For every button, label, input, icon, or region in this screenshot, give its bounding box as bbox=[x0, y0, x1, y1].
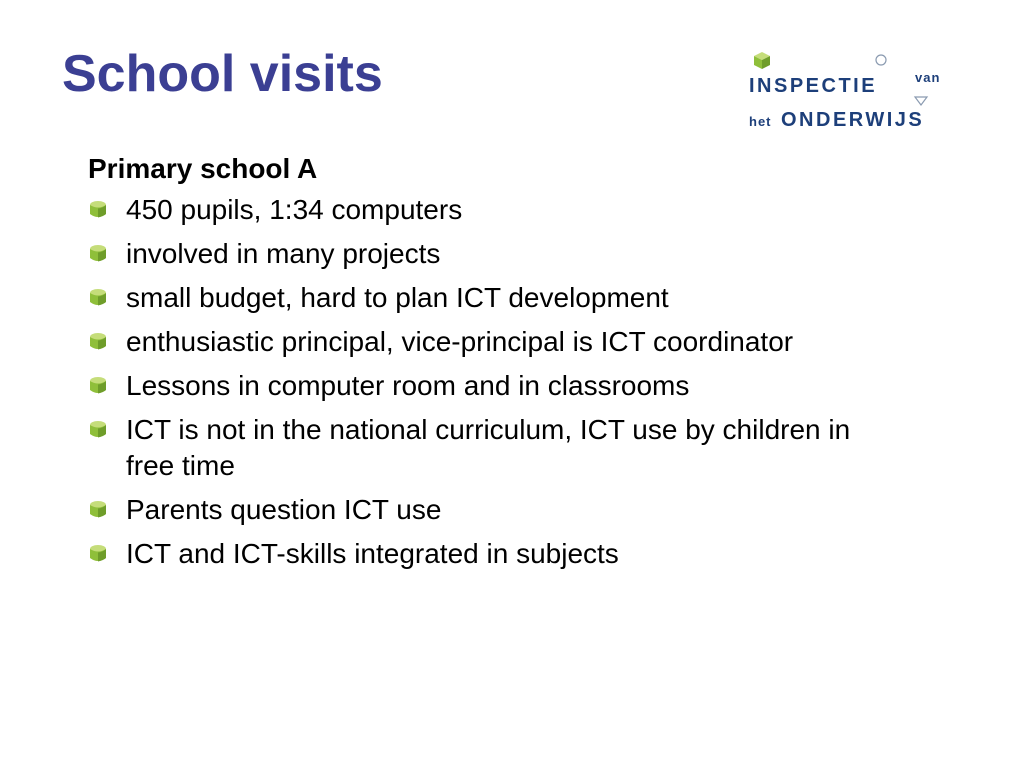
bullet-item bbox=[88, 236, 886, 272]
logo-line2-main: ONDERWIJS bbox=[781, 109, 925, 131]
logo-line2-small: het bbox=[749, 114, 772, 129]
circle-mark-icon bbox=[876, 55, 886, 65]
bullet-text: Parents question ICT use bbox=[126, 494, 442, 525]
bullet-item bbox=[88, 368, 886, 404]
green-cube-icon bbox=[754, 52, 770, 69]
green-cube-bullet-icon bbox=[88, 420, 108, 440]
bullet-text: ICT is not in the national curriculum, ICT use by children in free time bbox=[126, 414, 851, 481]
bullet-item bbox=[88, 412, 886, 484]
logo-line1-main: INSPECTIE bbox=[749, 75, 878, 97]
bullet-text: 450 pupils, 1:34 computers bbox=[126, 194, 463, 225]
inspectie-logo bbox=[745, 50, 960, 134]
bullet-text: enthusiastic principal, vice-principal is ICT coordinator bbox=[126, 326, 794, 357]
page-title: School visits bbox=[62, 45, 383, 103]
bullet-item bbox=[88, 280, 886, 316]
bullet-text: involved in many projects bbox=[126, 238, 441, 269]
bullet-list bbox=[88, 192, 948, 572]
bullet-item bbox=[88, 492, 886, 528]
logo-graphic bbox=[745, 50, 960, 134]
slide-content bbox=[88, 150, 948, 580]
bullet-text: ICT and ICT-skills integrated in subjects bbox=[126, 538, 619, 569]
green-cube-bullet-icon bbox=[88, 544, 108, 564]
bullet-item bbox=[88, 536, 886, 572]
bullet-item bbox=[88, 324, 886, 360]
section-subtitle: Primary school A bbox=[88, 153, 318, 184]
green-cube-bullet-icon bbox=[88, 376, 108, 396]
green-cube-bullet-icon bbox=[88, 200, 108, 220]
triangle-mark-icon bbox=[915, 97, 927, 105]
green-cube-bullet-icon bbox=[88, 244, 108, 264]
bullet-text: Lessons in computer room and in classrooms bbox=[126, 370, 690, 401]
green-cube-bullet-icon bbox=[88, 288, 108, 308]
logo-line1-small: van bbox=[915, 70, 941, 85]
green-cube-bullet-icon bbox=[88, 500, 108, 520]
bullet-text: small budget, hard to plan ICT development bbox=[126, 282, 669, 313]
green-cube-bullet-icon bbox=[88, 332, 108, 352]
bullet-item bbox=[88, 192, 886, 228]
